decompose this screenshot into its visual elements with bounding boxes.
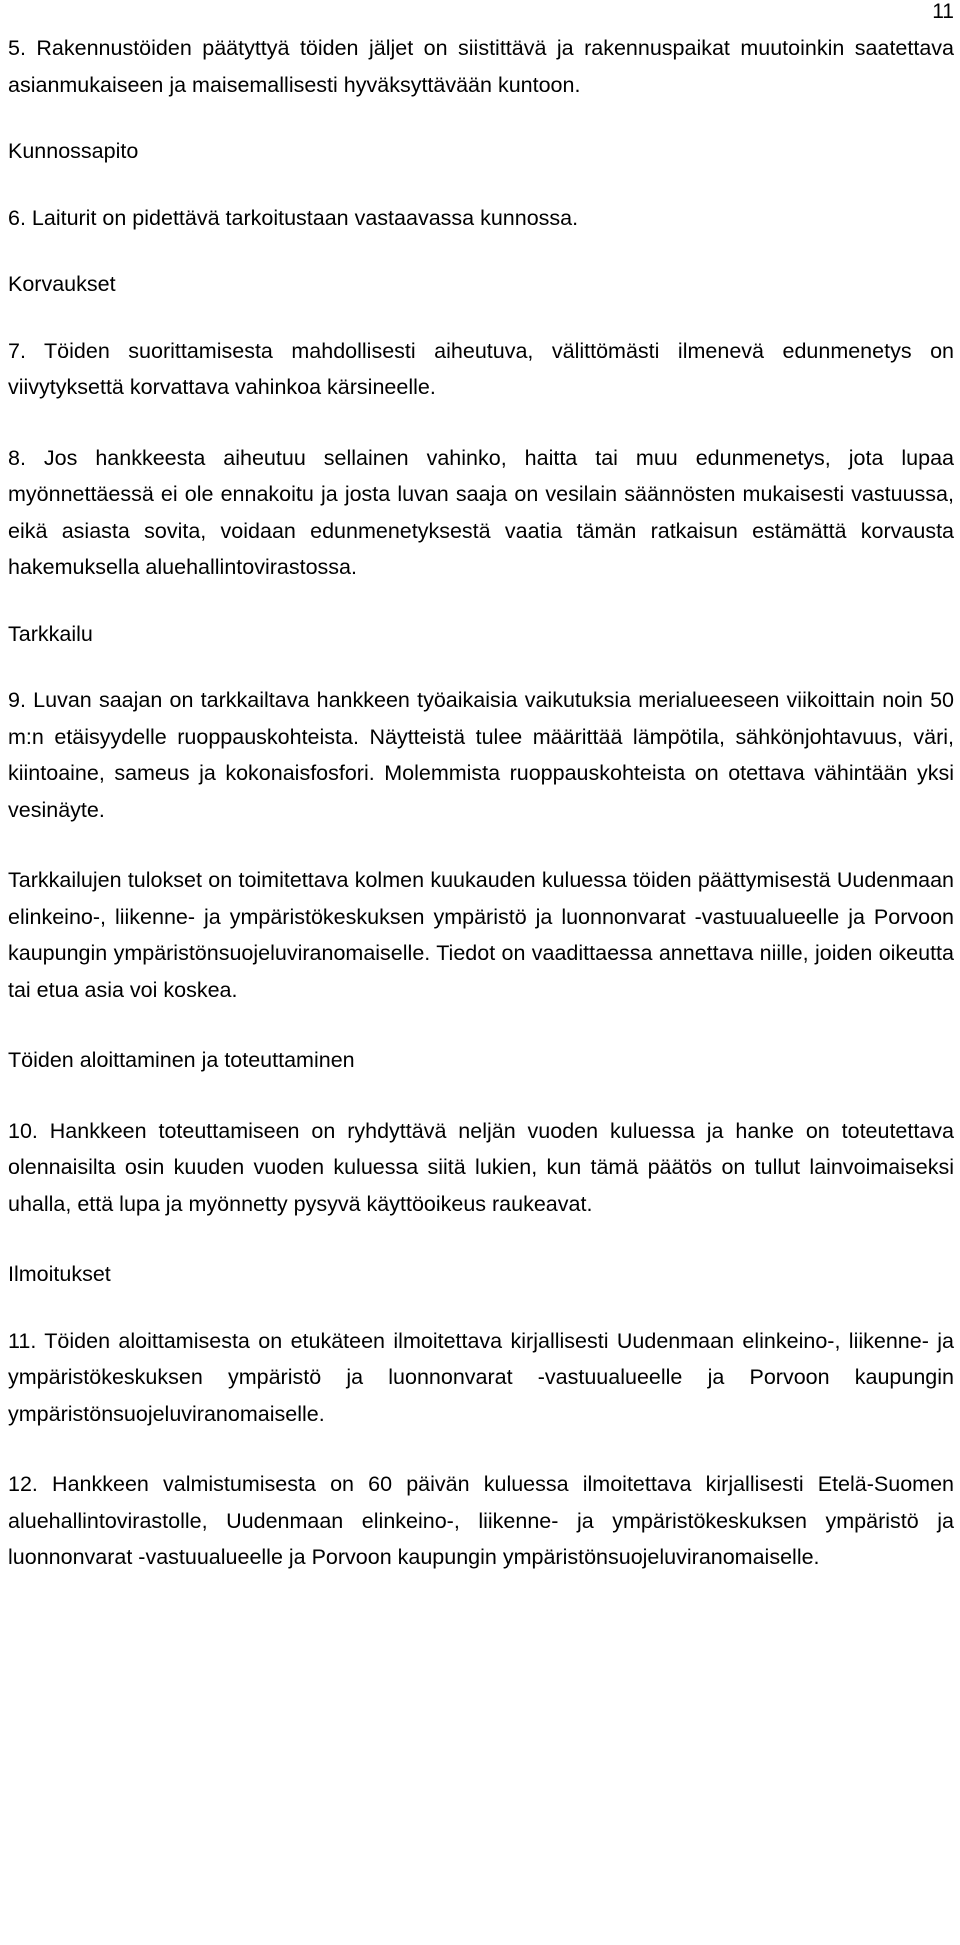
paragraph-8: 8. Jos hankkeesta aiheutuu sellainen vahinko, haitta tai muu edunmenetys, jota lupaa myönnettäessä ei ole ennakoitu ja josta luvan saaja on vesilain säännösten mukaisesti vastuussa, eikä asiasta sovita, voidaan edunmenetyksestä vaatia tämän ratkaisun estämättä korvausta hakemuksella aluehallintovirastossa. [8,445,954,579]
paragraph-6: 6. Laiturit on pidettävä tarkoitustaan vastaavassa kunnossa. [8,205,579,230]
paragraph-5: 5. Rakennustöiden päätyttyä töiden jäljet on siistittävä ja rakennuspaikat muutoinkin saatettava asianmukaiseen ja maisemallisesti hyväksyttävään kuntoon. [8,36,954,97]
paragraph-12: 12. Hankkeen valmistumisesta on 60 päivän kuluessa ilmoitettava kirjallisesti Etelä-Suomen aluehallintovirastolle, Uudenmaan elinkeino-, liikenne- ja ympäristökeskuksen ympäristö ja luonnonvarat -vastuualueelle ja Porvoon kaupungin ympäristönsuojeluviranomaiselle. [8,1472,954,1569]
paragraph-9: 9. Luvan saajan on tarkkailtava hankkeen työaikaisia vaikutuksia merialueeseen viikoittain noin 50 m:n etäisyydelle ruoppauskohteista. Näytteistä tulee määrittää lämpötila, sähkönjohtavuus, väri, kiintoaine, sameus ja kokonaisfosfori. Molemmista ruoppauskohteista on otettava vähintään yksi vesinäyte. [8,688,954,822]
document-body [8,30,954,1576]
heading-korvaukset: Korvaukset [8,272,116,296]
paragraph-11: 11. Töiden aloittamisesta on etukäteen ilmoitettava kirjallisesti Uudenmaan elinkeino-, liikenne- ja ympäristökeskuksen ympäristö ja luonnonvarat -vastuualueelle ja Porvoon kaupungin ympäristönsuojeluviranomaiselle. [8,1328,954,1426]
paragraph-7: 7. Töiden suorittamisesta mahdollisesti aiheutuva, välittömästi ilmenevä edunmenetys on viivytyksettä korvattava vahinkoa kärsineelle. [8,338,954,399]
heading-tarkkailu: Tarkkailu [8,621,93,646]
heading-kunnossapito: Kunnossapito [8,139,139,163]
heading-ilmoitukset: Ilmoitukset [8,1262,111,1286]
paragraph-tarkkailujen-tulokset: Tarkkailujen tulokset on toimitettava kolmen kuukauden kuluessa töiden päättymisestä Uudenmaan elinkeino-, liikenne- ja ympäristökeskuksen ympäristö ja luonnonvarat -vastuualueelle ja Porvoon kaupungin ympäristönsuojeluviranomaiselle. Tiedot on vaadittaessa annettava niille, joiden oikeutta tai etua asia voi koskea. [8,868,954,1002]
page-number: 11 [932,0,954,23]
paragraph-10: 10. Hankkeen toteuttamiseen on ryhdyttävä neljän vuoden kuluessa ja hanke on toteutettava olennaisilta osin kuuden vuoden kuluessa siitä lukien, kun tämä päätös on tullut lainvoimaiseksi uhalla, että lupa ja myönnetty pysyvä käyttöoikeus raukeavat. [8,1118,954,1216]
heading-toiden-aloittaminen: Töiden aloittaminen ja toteuttaminen [8,1048,355,1072]
